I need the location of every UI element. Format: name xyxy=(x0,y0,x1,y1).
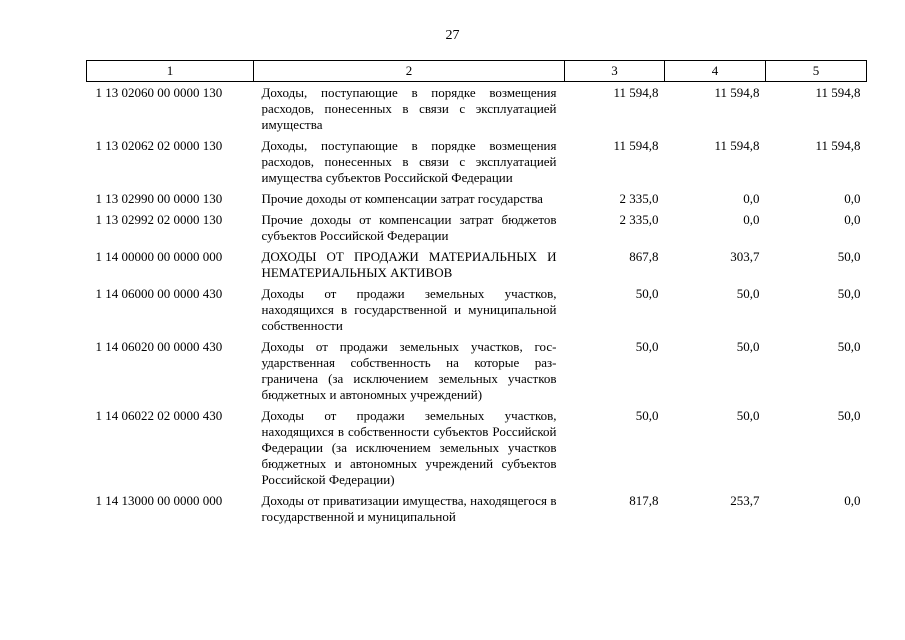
row-value-col5: 50,0 xyxy=(837,408,861,423)
table-row xyxy=(87,82,867,134)
row-value-col3: 817,8 xyxy=(629,493,659,508)
row-value-col4: 11 594,8 xyxy=(714,138,760,153)
row-value-col5: 0,0 xyxy=(844,493,861,508)
row-value-col4: 50,0 xyxy=(736,408,760,423)
row-value-col3: 50,0 xyxy=(635,408,659,423)
column-header-3: 3 xyxy=(565,61,665,82)
row-value-col5: 0,0 xyxy=(844,191,861,206)
row-value-col4: 303,7 xyxy=(730,249,760,264)
table-row xyxy=(87,186,867,207)
row-code: 1 13 02060 00 0000 130 xyxy=(95,85,223,100)
row-value-col5: 50,0 xyxy=(837,249,861,264)
row-value-col3: 2 335,0 xyxy=(619,191,659,206)
column-header-2: 2 xyxy=(254,61,565,82)
row-value-col4: 50,0 xyxy=(736,286,760,301)
row-description: Прочие доходы от компенсации затрат бюджетов субъектов Российской Федерации xyxy=(261,212,557,243)
table-row xyxy=(87,281,867,334)
revenue-table xyxy=(86,60,867,525)
row-value-col5: 0,0 xyxy=(844,212,861,227)
row-description: Доходы, поступающие в порядке возмещения расходов, понесенных в связи с эксплуатацией имущества xyxy=(261,85,557,132)
table-row xyxy=(87,334,867,403)
row-description: Доходы от продажи земельных участков, находящихся в государственной и муниципальной собственности xyxy=(261,286,557,333)
row-code: 1 14 06020 00 0000 430 xyxy=(95,339,223,354)
row-description: Доходы от продажи земельных участков, государственная собственность на которые разграничена (за исключением земельных участков бюджетных и автономных учреждений) xyxy=(261,339,557,402)
table-row xyxy=(87,488,867,525)
table-row xyxy=(87,207,867,244)
row-description: Доходы от продажи земельных участков, находящихся в собственности субъектов Российской Федерации (за исключением земельных участков бюджетных и автономных учреждений субъектов Российской Федерации) xyxy=(261,408,557,487)
table-row xyxy=(87,403,867,488)
row-description: Доходы от приватизации имущества, находящегося в государственной и муниципальной xyxy=(261,493,557,524)
row-value-col3: 867,8 xyxy=(629,249,659,264)
row-description: Прочие доходы от компенсации затрат государства xyxy=(261,191,543,206)
row-value-col5: 11 594,8 xyxy=(815,138,861,153)
row-value-col4: 50,0 xyxy=(736,339,760,354)
column-header-5: 5 xyxy=(766,61,867,82)
row-code: 1 13 02992 02 0000 130 xyxy=(95,212,223,227)
table-row xyxy=(87,133,867,186)
row-code: 1 13 02062 02 0000 130 xyxy=(95,138,223,153)
row-value-col3: 50,0 xyxy=(635,286,659,301)
row-value-col4: 253,7 xyxy=(730,493,760,508)
row-code: 1 14 06000 00 0000 430 xyxy=(95,286,223,301)
row-value-col4: 0,0 xyxy=(743,191,760,206)
table-row xyxy=(87,244,867,281)
row-description: ДОХОДЫ ОТ ПРОДАЖИ МАТЕРИАЛЬНЫХ И НЕМАТЕРИАЛЬНЫХ АКТИВОВ xyxy=(261,249,557,280)
row-value-col5: 50,0 xyxy=(837,339,861,354)
row-value-col5: 11 594,8 xyxy=(815,85,861,100)
row-code: 1 14 06022 02 0000 430 xyxy=(95,408,223,423)
row-value-col3: 11 594,8 xyxy=(613,85,659,100)
row-value-col4: 11 594,8 xyxy=(714,85,760,100)
row-code: 1 13 02990 00 0000 130 xyxy=(95,191,223,206)
table-header-row xyxy=(87,61,867,82)
row-value-col5: 50,0 xyxy=(837,286,861,301)
row-value-col3: 2 335,0 xyxy=(619,212,659,227)
row-value-col4: 0,0 xyxy=(743,212,760,227)
row-value-col3: 50,0 xyxy=(635,339,659,354)
row-code: 1 14 13000 00 0000 000 xyxy=(95,493,223,508)
row-description: Доходы, поступающие в порядке возмещения расходов, понесенных в связи с эксплуатацией имущества субъектов Российской Федерации xyxy=(261,138,557,185)
row-code: 1 14 00000 00 0000 000 xyxy=(95,249,223,264)
column-header-1: 1 xyxy=(87,61,254,82)
row-value-col3: 11 594,8 xyxy=(613,138,659,153)
column-header-4: 4 xyxy=(665,61,766,82)
page-number: 27 xyxy=(445,28,460,43)
